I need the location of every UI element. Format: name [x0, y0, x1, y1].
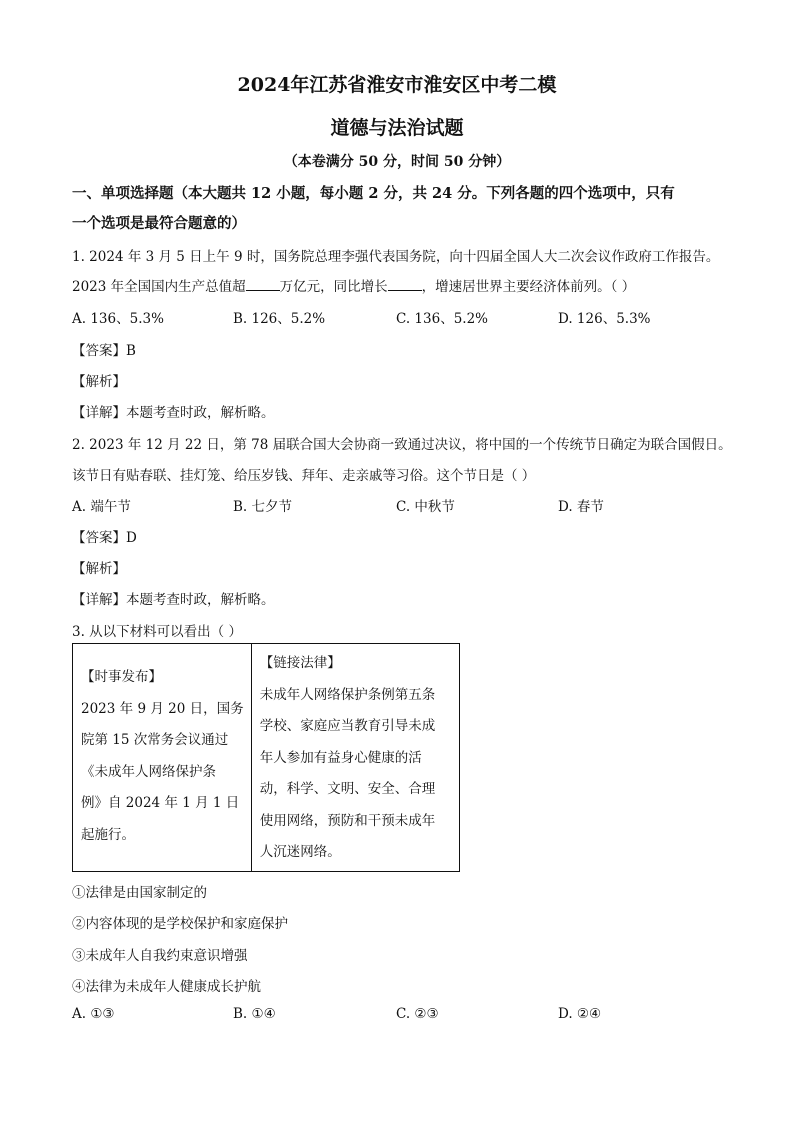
q3-material-table [72, 643, 460, 872]
q3-material-left-cell [73, 644, 252, 872]
q3-right-line: 年人参加有益身心健康的活 [259, 749, 422, 766]
q3-left-line: 【时事发布】 [81, 669, 162, 685]
q2-analysis: 【解析】 [72, 561, 126, 577]
subject-title: 道德与法治试题 [330, 117, 464, 139]
q1-blank-1 [246, 278, 280, 291]
q1-blank-2 [388, 278, 422, 291]
q1-stem-part-a: 2023 年全国国内生产总值超 [72, 279, 246, 295]
q2-detail: 【详解】本题考查时政，解析略。 [72, 592, 275, 608]
q1-option-d: D. 126、5.3% [558, 311, 651, 327]
q2-stem-line1: 2. 2023 年 12 月 22 日，第 78 届联合国大会协商一致通过决议，将中国的一个传统节日确定为联合国假日。 [72, 437, 732, 453]
q2-option-d: D. 春节 [558, 499, 604, 515]
q1-stem-line1: 1. 2024 年 3 月 5 日上午 9 时，国务院总理李强代表国务院，向十四届全国人大二次会议作政府工作报告。 [72, 249, 720, 265]
q1-analysis: 【解析】 [72, 374, 126, 390]
q3-left-line: 例》自 2024 年 1 月 1 日 [81, 795, 240, 811]
q3-left-line: 起施行。 [81, 826, 135, 843]
q3-left-line: 2023 年 9 月 20 日，国务 [81, 700, 244, 717]
q1-option-c: C. 136、5.2% [396, 311, 488, 327]
q1-stem-part-c: ，增速居世界主要经济体前列。（ ） [421, 279, 636, 295]
q3-statement-3: ③未成年人自我约束意识增强 [72, 948, 248, 964]
q2-option-a: A. 端午节 [72, 499, 131, 515]
q3-material-right-cell [251, 644, 459, 872]
q1-detail: 【详解】本题考查时政，解析略。 [72, 405, 275, 421]
q2-option-c: C. 中秋节 [396, 499, 455, 515]
q1-option-b: B. 126、5.2% [233, 311, 326, 327]
section-heading-line1: 一、单项选择题（本大题共 12 小题，每小题 2 分，共 24 分。下列各题的四个选项中，只有 [72, 185, 675, 202]
q3-right-line: 人沉迷网络。 [259, 844, 341, 860]
q2-option-b: B. 七夕节 [233, 499, 293, 515]
q3-option-a: A. ①③ [72, 1006, 115, 1022]
exam-note: （本卷满分 50 分，时间 50 分钟） [283, 154, 511, 170]
q2-stem-line2: 该节日有贴春联、挂灯笼、给压岁钱、拜年、走亲戚等习俗。这个节日是（ ） [72, 468, 536, 484]
section-heading-line2: 一个选项是最符合题意的） [72, 215, 246, 232]
q3-right-line: 学校、家庭应当教育引导未成 [259, 718, 436, 734]
q3-option-d: D. ②④ [558, 1006, 602, 1022]
q3-left-line: 院第 15 次常务会议通过 [81, 732, 229, 748]
q3-right-line: 未成年人网络保护条例第五条 [259, 686, 436, 703]
q1-stem-part-b: 万亿元，同比增长 [279, 279, 388, 295]
q1-option-a: A. 136、5.3% [72, 311, 164, 327]
q3-option-b: B. ①④ [233, 1006, 276, 1022]
q1-stem-line2 [72, 275, 635, 295]
q3-statement-2: ②内容体现的是学校保护和家庭保护 [72, 916, 288, 932]
q2-answer: 【答案】D [72, 530, 137, 546]
q3-left-line: 《未成年人网络保护条 [81, 763, 216, 780]
q3-statement-4: ④法律为未成年人健康成长护航 [72, 979, 261, 995]
q3-right-line: 【链接法律】 [259, 655, 341, 671]
q3-right-line: 使用网络，预防和干预未成年 [259, 812, 436, 829]
q3-statement-1: ①法律是由国家制定的 [72, 885, 207, 901]
q1-answer: 【答案】B [72, 343, 136, 359]
q3-right-line: 动，科学、文明、安全、合理 [259, 781, 436, 797]
q3-option-c: C. ②③ [396, 1006, 439, 1022]
exam-title: 2024年江苏省淮安市淮安区中考二模 [237, 74, 557, 96]
q3-stem: 3. 从以下材料可以看出（ ） [72, 624, 242, 640]
